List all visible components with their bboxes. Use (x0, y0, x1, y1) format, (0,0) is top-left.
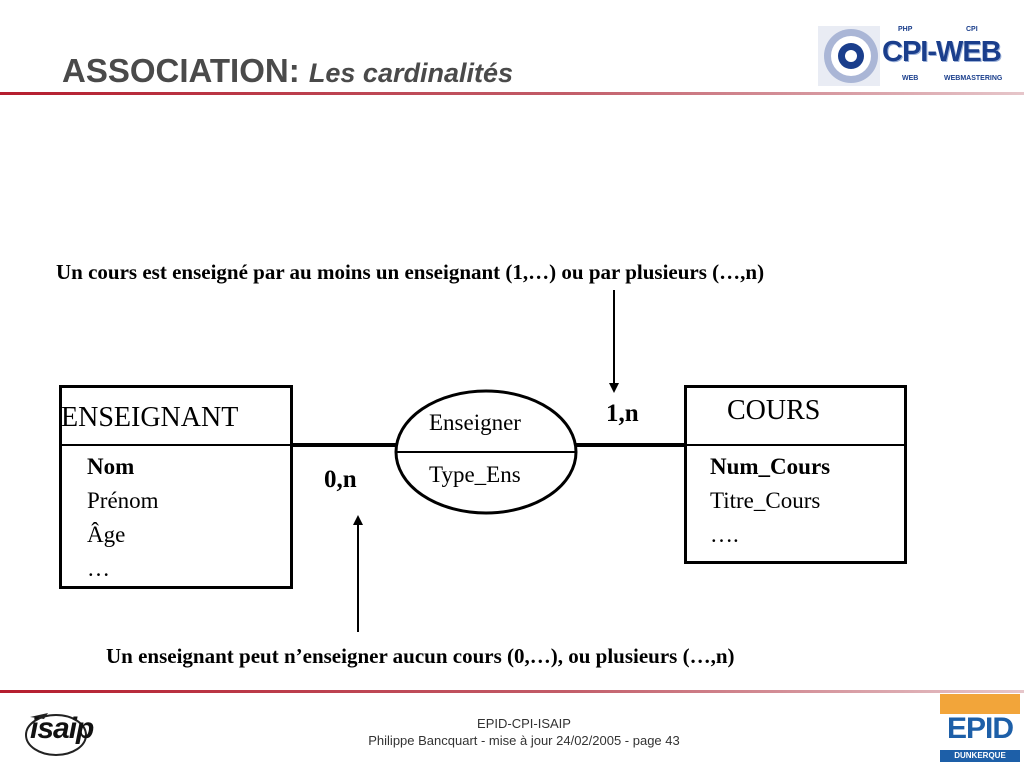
cardinality-left: 0,n (324, 466, 357, 493)
entity-cours-name: COURS (727, 395, 821, 426)
epid-logo (940, 694, 1020, 764)
slide-title-main: ASSOCIATION: (62, 52, 300, 89)
cpi-tag-cpi: CPI (966, 26, 978, 33)
association-attribute: Type_Ens (429, 462, 521, 487)
cpi-tag-web: WEB (902, 75, 919, 82)
footer-org: EPID-CPI-ISAIP (477, 716, 571, 731)
epid-wordmark: EPID (946, 712, 1014, 745)
entity-cours-attr: Num_Cours (710, 454, 831, 479)
association-name: Enseigner (429, 410, 521, 435)
entity-cours-attr: Titre_Cours (710, 488, 821, 513)
entity-cours-attr: …. (710, 522, 739, 547)
footer-author-line: Philippe Bancquart - mise à jour 24/02/2005 - page 43 (368, 733, 680, 748)
entity-enseignant-attr: Âge (87, 522, 126, 547)
entity-cours-divider (687, 444, 904, 446)
epid-banner (940, 694, 1020, 714)
entity-enseignant-attr: Prénom (87, 488, 159, 513)
entity-enseignant-name: ENSEIGNANT (61, 402, 239, 433)
isaip-wordmark: isaip (30, 712, 94, 745)
epid-subtitle: DUNKERQUE (940, 750, 1020, 762)
entity-enseignant-attr: Nom (87, 454, 135, 479)
cpi-tag-webmastering: WEBMASTERING (944, 75, 1003, 82)
slide-title-sub: Les cardinalités (308, 58, 514, 88)
cpi-web-wordmark: CPI-WEB (882, 36, 1001, 68)
entity-enseignant-attr: … (87, 556, 110, 581)
entity-enseignant-divider (62, 444, 290, 446)
caption-bottom: Un enseignant peut n’enseigner aucun cours (0,…), ou plusieurs (…,n) (106, 644, 735, 668)
footer-divider (0, 690, 1024, 693)
caption-top: Un cours est enseigné par au moins un enseignant (1,…) ou par plusieurs (…,n) (56, 260, 765, 284)
cardinality-right: 1,n (606, 400, 639, 427)
cpi-tag-php: PHP (898, 26, 913, 33)
